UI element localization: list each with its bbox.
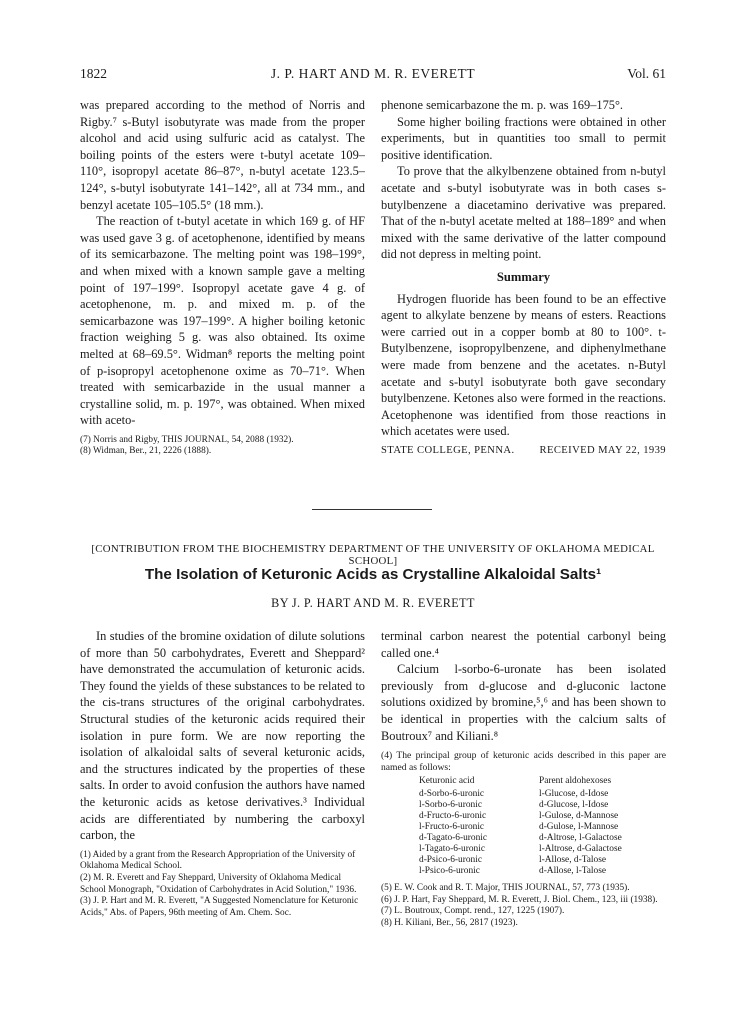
- table-cell: l-Psico-6-uronic: [419, 865, 480, 876]
- table-row: [419, 833, 622, 844]
- summary-heading: Summary: [496, 269, 551, 284]
- table-cell: d-Allose, l-Talose: [539, 865, 607, 876]
- paragraph: Some higher boiling fractions were obtained in other experiments, but in quantities too small to permit positive identification.: [381, 114, 666, 162]
- table-cell: l-Glucose, d-Idose: [539, 788, 609, 799]
- table-cell: l-Fructo-6-uronic: [419, 821, 485, 832]
- table-header: Parent aldohexoses: [539, 775, 612, 786]
- table-cell: l-Tagato-6-uronic: [419, 843, 485, 854]
- paragraph: Calcium l-sorbo-6-uronate has been isolated previously from d-glucose and d-gluconic lactone solutions oxidized by bromine,⁵,⁶ and has been shown to be identical in properties with the calcium salts of Boutroux⁷ and Kiliani.⁸: [381, 662, 666, 743]
- footnote: (7) L. Boutroux, Compt. rend., 127, 1225 (1907).: [381, 906, 565, 917]
- column-bottom-right: [381, 628, 666, 929]
- table-cell: d-Fructo-6-uronic: [419, 810, 487, 821]
- column-top-left: [80, 97, 365, 458]
- column-bottom-left: [80, 628, 365, 919]
- summary-paragraph: Hydrogen fluoride has been found to be an effective agent to alkylate benzene by means of esters. Reactions were carried out in a copper bomb at 80 to 100°. t-Butylbenzene, isopropylbenzene, and diphenylmethane were made from benzene and the acetates. n-Butyl acetate and s-butyl isobutyrate both gave secondary butylbenzene. Ketones also were formed in the reactions. Acetophenone was identified from those reactions in which acetates were used.: [381, 291, 666, 439]
- footnote: (8) Widman, Ber., 21, 2226 (1888).: [80, 446, 212, 457]
- footnotes: [80, 435, 365, 458]
- footnote: (2) M. R. Everett and Fay Sheppard, University of Oklahoma Medical School Monograph, "Oxidation of Carbohydrates in Acid Solution," 1936.: [80, 872, 357, 895]
- page-number: 1822: [80, 66, 107, 81]
- signature-line: [381, 443, 666, 460]
- table-cell: d-Psico-6-uronic: [419, 854, 483, 865]
- footnote: (1) Aided by a grant from the Research Appropriation of the University of Oklahoma Medical School.: [80, 849, 356, 872]
- footnote: (8) H. Kiliani, Ber., 56, 2817 (1923).: [381, 917, 518, 928]
- footnote-4: [381, 750, 666, 877]
- table-row: [419, 855, 622, 866]
- location: STATE COLLEGE, PENNA.: [381, 444, 515, 456]
- table-row: [419, 800, 622, 811]
- article-title: The Isolation of Keturonic Acids as Crystalline Alkaloidal Salts¹: [144, 566, 602, 583]
- section-divider: [312, 509, 432, 510]
- paragraph: The reaction of t-butyl acetate in which 169 g. of HF was used gave 3 g. of acetophenone, identified by means of its semicarbazone. The melting point was 198–199°, and when mixed with a known sample gave a melting point of 197–199°. Isopropyl acetate gave 4 g. of acetophenone, m. p. and mixed m. p. of the semicarbazone was 197–199°. A higher boiling ketonic fraction weighing 5 g. was also obtained. Its oxime melted at 68–69.5°. Widman⁸ reports the melting point of p-isopropyl acetophenone oxime as 70–71°. When treated with semicarbazide in the usual manner a crystalline solid, m. p. 197°, was obtained. When mixed with aceto-: [80, 214, 365, 428]
- table-cell: l-Gulose, d-Mannose: [539, 810, 619, 821]
- footnote: (5) E. W. Cook and R. T. Major, THIS JOURNAL, 57, 773 (1935).: [381, 882, 630, 893]
- table-cell: d-Gulose, l-Mannose: [539, 821, 619, 832]
- keturonic-acid-table: [419, 776, 622, 877]
- table-cell: d-Tagato-6-uronic: [419, 832, 488, 843]
- table-row: [419, 789, 622, 800]
- table-cell: l-Altrose, d-Galactose: [539, 843, 622, 854]
- paragraph: In studies of the bromine oxidation of dilute solutions of more than 50 carbohydrates, Everett and Sheppard² have demonstrated the accumulation of keturonic acids. They found the yields of these substances to be related to the cis-trans structures of the original carbohydrates. Structural studies of the keturonic acids required their isolation in pure form. We are now reporting the isolation of alkaloidal salts of several keturonic acids, and the structures indicated by the properties of these salts. In order to avoid confusion the authors have named the keturonic acids as ketose derivatives.³ Individual acids are differentiated by numbering the carboxyl carbon, the: [80, 629, 365, 843]
- table-cell: d-Sorbo-6-uronic: [419, 788, 485, 799]
- table-cell: l-Allose, d-Talose: [539, 854, 607, 865]
- running-title: J. P. HART AND M. R. EVERETT: [270, 66, 476, 81]
- byline: BY J. P. HART AND M. R. EVERETT: [271, 596, 475, 610]
- footnote: (6) J. P. Hart, Fay Sheppard, M. R. Everett, J. Biol. Chem., 123, iii (1938).: [381, 894, 658, 905]
- volume-label: Vol. 61: [627, 66, 666, 81]
- contribution-line: [CONTRIBUTION FROM THE BIOCHEMISTRY DEPARTMENT OF THE UNIVERSITY OF OKLAHOMA MEDICAL SCHOOL]: [91, 543, 655, 567]
- footnote: (3) J. P. Hart and M. R. Everett, "A Suggested Nomenclature for Keturonic Acids," Abs. of Papers, 96th meeting of Am. Chem. Soc.: [80, 896, 359, 918]
- table-cell: d-Glucose, l-Idose: [539, 799, 609, 810]
- paragraph: To prove that the alkylbenzene obtained from n-butyl acetate and s-butyl isobutyrate was in both cases s-butylbenzene a diacetamino derivative was prepared. That of the n-butyl acetate melted at 188–189° and when mixed with the same derivative of the latter compound did not depress in melting point.: [381, 164, 666, 262]
- footnotes: [80, 850, 365, 920]
- paragraph: terminal carbon nearest the potential carbonyl being called one.⁴: [381, 629, 666, 660]
- footnote: (7) Norris and Rigby, THIS JOURNAL, 54, 2088 (1932).: [80, 434, 294, 445]
- footnote-intro: (4) The principal group of keturonic acids described in this paper are named as follows:: [381, 750, 666, 773]
- footnotes: [381, 883, 666, 929]
- table-cell: d-Altrose, l-Galactose: [539, 832, 622, 843]
- table-row: [419, 811, 622, 822]
- table-row: [419, 822, 622, 833]
- received-date: RECEIVED MAY 22, 1939: [539, 444, 666, 456]
- table-row: [419, 844, 622, 855]
- table-cell: l-Sorbo-6-uronic: [419, 799, 483, 810]
- column-top-right: [381, 97, 666, 459]
- paragraph: was prepared according to the method of Norris and Rigby.⁷ s-Butyl isobutyrate was made from the proper alcohol and acid using sulfuric acid as catalyst. The boiling points of the esters were t-butyl acetate 109–110°, isopropyl acetate 86–87°, n-butyl acetate 123.5–124°, s-butyl isobutyrate 141–142°, all at 734 mm., and benzyl acetate 105–105.5° (18 mm.).: [80, 98, 365, 212]
- table-header: Keturonic acid: [419, 775, 475, 786]
- running-header: [80, 66, 666, 86]
- table-row: [419, 866, 622, 877]
- paragraph: phenone semicarbazone the m. p. was 169–175°.: [381, 98, 624, 112]
